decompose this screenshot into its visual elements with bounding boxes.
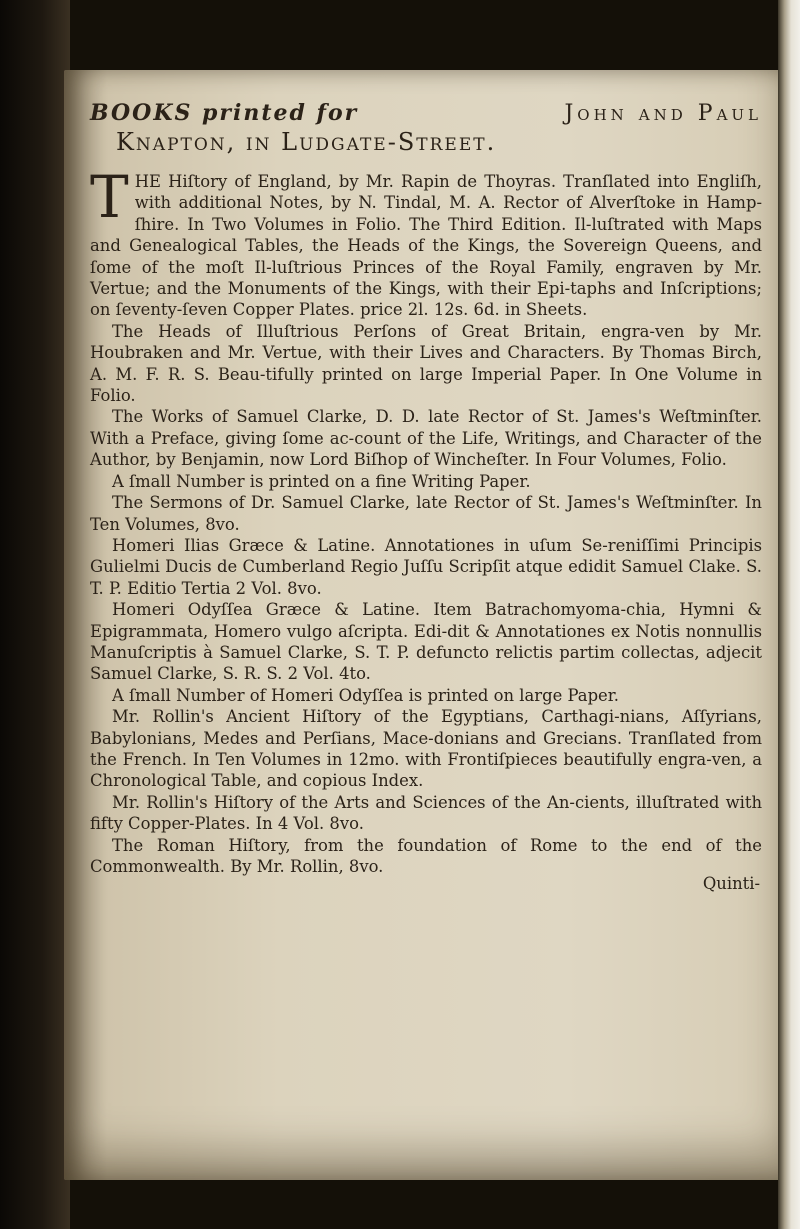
entry-homer-odyssey-note: A ſmall Number of Homeri Odyſſea is printed on large Paper. xyxy=(112,685,620,705)
entry-clarke-works: The Works of Samuel Clarke, D. D. late Rector of St. James's Weſtminſter. With a Preface, giving ſome ac-count of the Life, Writings, and Character of the Author, by Benjamin, now Lord Biſhop of Wincheſter. In Four Volumes, Folio. xyxy=(90,407,762,470)
entry-rapin-history: THE Hiſtory of England, by Mr. Rapin de Thoyras. Tranſlated into Engliſh, with additional Notes, by N. Tindal, M. A. Rector of Alverſtoke in Hamp-ſhire. In Two Volumes in Folio. The Third Edition. Il-luſtrated with Maps and Genealogical Tables, the Heads of the Kings, the Sovereign Queens, and ſome of the moſt Il-luſtrious Princes of the Royal Family, engraven by Mr. Vertue; and the Monuments of the Kings, with their Epi-taphs and Inſcriptions; on ſeventy-ſeven Copper Plates. price 2l. 12s. 6d. in Sheets. xyxy=(90,163,762,320)
entry-rollin-ancient: Mr. Rollin's Ancient Hiſtory of the Egyptians, Carthagi-nians, Aſſyrians, Babylonians, Medes and Perſians, Mace-donians and Grecians. Tranſlated from the French. In Ten Volumes in 12mo. with Frontiſpieces beautifully engra-ven, a Chronological Table, and copious Index. xyxy=(90,707,762,791)
entry-homer-odyssey: Homeri Odyſſea Græce & Latine. Item Batrachomyoma-chia, Hymni & Epigrammata, Homero vulgo aſcripta. Edi-dit & Annotationes ex Notis nonnullis Manuſcriptis à Samuel Clarke, S. T. P. defuncto relictis partim collectas, adjecit Samuel Clarke, S. R. S. 2 Vol. 4to. xyxy=(90,600,762,684)
header-right: John and Paul xyxy=(564,101,762,126)
catchword: Quinti- xyxy=(702,874,760,894)
header-left: BOOKS printed for xyxy=(90,100,359,126)
page-content xyxy=(90,100,762,893)
entry-clarke-sermons: The Sermons of Dr. Samuel Clarke, late Rector of St. James's Weſtminſter. In Ten Volumes, 8vo. xyxy=(90,493,762,534)
entry-homer-iliad: Homeri Ilias Græce & Latine. Annotationes in uſum Se-reniſſimi Principis Gulielmi Ducis de Cumberland Regio Juſſu Scripſit atque edidit Samuel Clake. S. T. P. Editio Tertia 2 Vol. 8vo. xyxy=(90,535,762,598)
entry-roman-history: The Roman Hiſtory, from the foundation of Rome to the end of the Commonwealth. By Mr. Rollin, 8vo. xyxy=(90,835,762,876)
entry-clarke-works-note: A ſmall Number is printed on a fine Writing Paper. xyxy=(112,471,531,491)
entry-illustrious-heads: The Heads of Illuſtrious Perſons of Great Britain, engra-ven by Mr. Houbraken and Mr. Vertue, with their Lives and Characters. By Thomas Birch, A. M. F. R. S. Beau-tifully printed on large Imperial Paper. In One Volume in Folio. xyxy=(90,321,762,406)
page-edge xyxy=(778,0,800,1229)
running-head xyxy=(90,100,762,127)
book-gutter xyxy=(0,0,70,1229)
entry-rollin-arts: Mr. Rollin's Hiſtory of the Arts and Sciences of the An-cients, illuſtrated with fifty Copper-Plates. In 4 Vol. 8vo. xyxy=(90,792,762,834)
header-line-2: Knapton, in Ludgate-Street. xyxy=(116,128,497,156)
